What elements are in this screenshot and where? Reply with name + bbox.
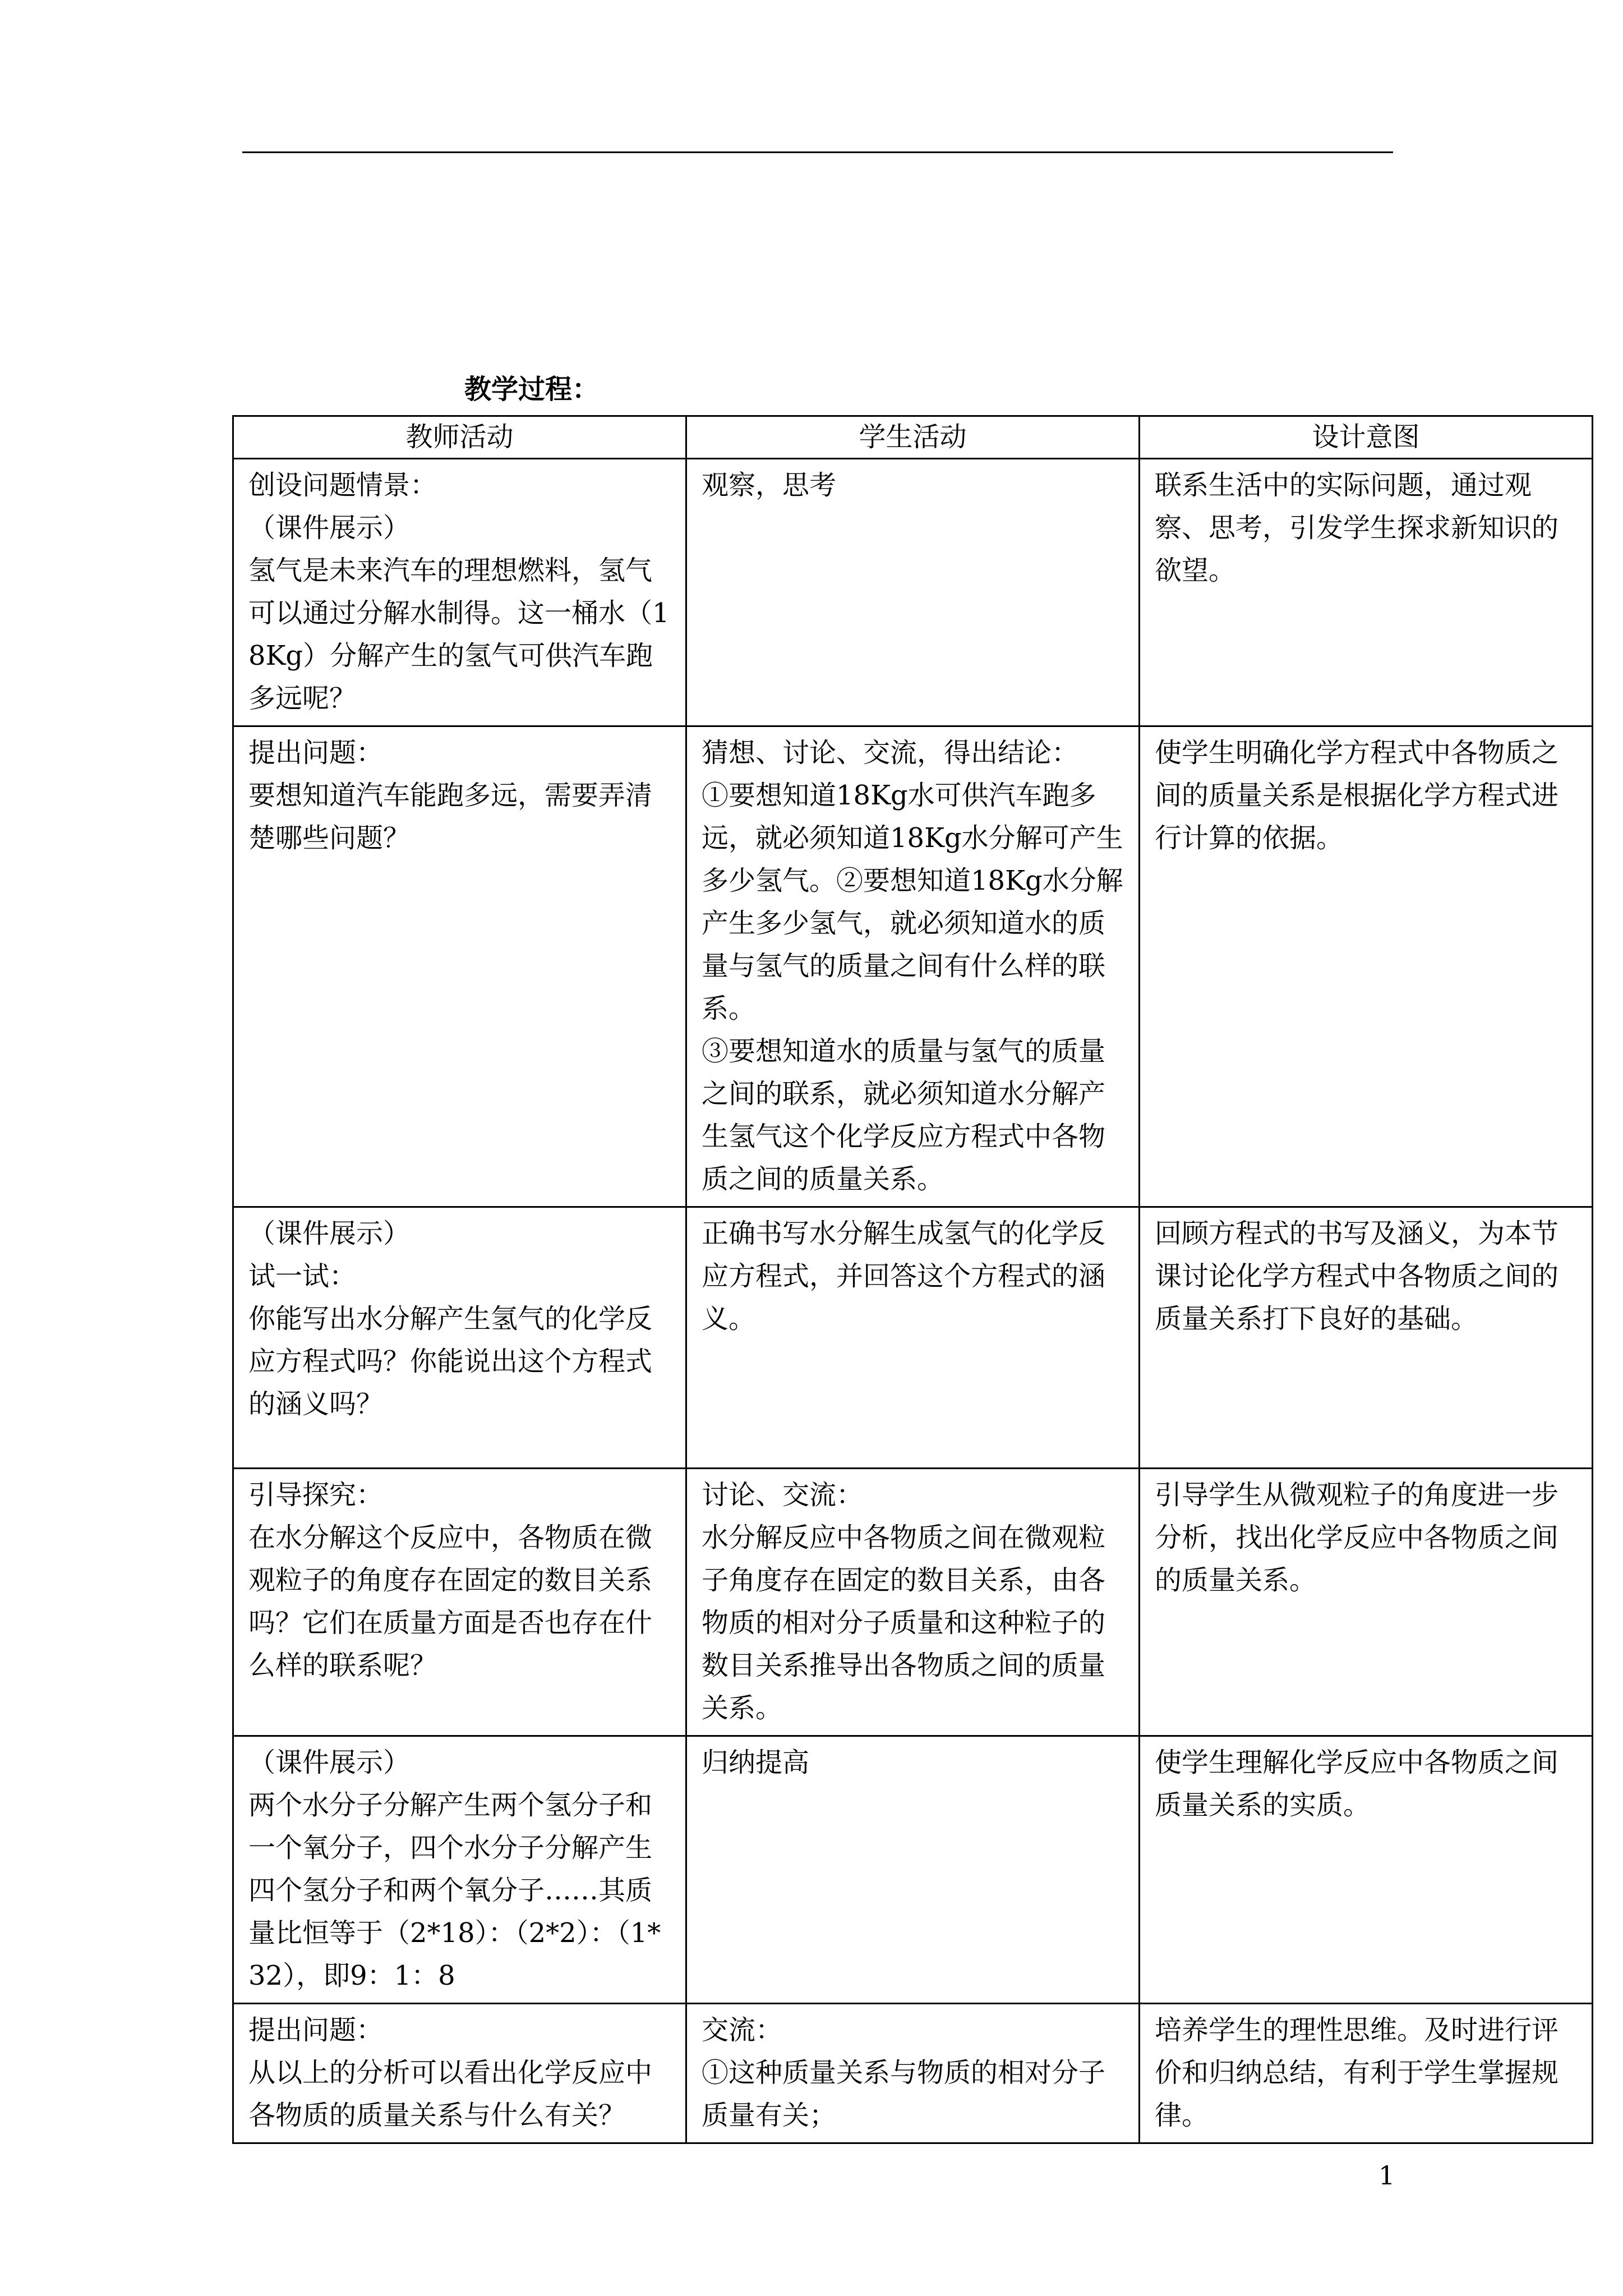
table-row xyxy=(233,726,1593,1207)
student-activity-cell: 交流： ①这种质量关系与物质的相对分子质量有关； xyxy=(686,2004,1140,2143)
teacher-activity-cell: 提出问题： 要想知道汽车能跑多远，需要弄清楚哪些问题？ xyxy=(233,726,686,1207)
page-number: 1 xyxy=(1378,2160,1395,2191)
header-rule xyxy=(242,151,1393,153)
header-teacher-activity: 教师活动 xyxy=(233,416,686,459)
design-intent-cell: 联系生活中的实际问题，通过观察、思考，引发学生探求新知识的欲望。 xyxy=(1140,459,1593,726)
student-activity-cell: 猜想、讨论、交流，得出结论： ①要想知道18Kg水可供汽车跑多远，就必须知道18Kg水分解可产生多少氢气。②要想知道18Kg水分解产生多少氢气，就必须知道水的质量与氢气的质量之间有什么样的联系。 ③要想知道水的质量与氢气的质量之间的联系，就必须知道水分解产生氢气这个化学反应方程式中各物质之间的质量关系。 xyxy=(686,726,1140,1207)
section-title: 教学过程： xyxy=(464,374,600,405)
design-intent-cell: 使学生明确化学方程式中各物质之间的质量关系是根据化学方程式进行计算的依据。 xyxy=(1140,726,1593,1207)
teacher-activity-cell: （课件展示） 两个水分子分解产生两个氢分子和一个氧分子，四个水分子分解产生四个氢分子和两个氧分子……其质量比恒等于（2*18）：（2*2）：（1*32），即9：1：8 xyxy=(233,1736,686,2004)
design-intent-cell: 引导学生从微观粒子的角度进一步分析，找出化学反应中各物质之间的质量关系。 xyxy=(1140,1469,1593,1736)
header-design-intent: 设计意图 xyxy=(1140,416,1593,459)
design-intent-cell: 回顾方程式的书写及涵义，为本节课讨论化学方程式中各物质之间的质量关系打下良好的基础。 xyxy=(1140,1207,1593,1469)
design-intent-cell: 培养学生的理性思维。及时进行评价和归纳总结，有利于学生掌握规律。 xyxy=(1140,2004,1593,2143)
student-activity-cell: 归纳提高 xyxy=(686,1736,1140,2004)
student-activity-cell: 观察，思考 xyxy=(686,459,1140,726)
table-row xyxy=(233,1469,1593,1736)
table-row xyxy=(233,1736,1593,2004)
table-row xyxy=(233,2004,1593,2143)
design-intent-cell: 使学生理解化学反应中各物质之间质量关系的实质。 xyxy=(1140,1736,1593,2004)
table-row xyxy=(233,459,1593,726)
header-student-activity: 学生活动 xyxy=(686,416,1140,459)
student-activity-cell: 讨论、交流： 水分解反应中各物质之间在微观粒子角度存在固定的数目关系，由各物质的相对分子质量和这种粒子的数目关系推导出各物质之间的质量关系。 xyxy=(686,1469,1140,1736)
table-row xyxy=(233,1207,1593,1469)
student-activity-cell: 正确书写水分解生成氢气的化学反应方程式，并回答这个方程式的涵义。 xyxy=(686,1207,1140,1469)
teacher-activity-cell: 创设问题情景： （课件展示） 氢气是未来汽车的理想燃料，氢气可以通过分解水制得。这一桶水（18Kg）分解产生的氢气可供汽车跑多远呢？ xyxy=(233,459,686,726)
teaching-process-table xyxy=(232,415,1593,2144)
teacher-activity-cell: 提出问题： 从以上的分析可以看出化学反应中各物质的质量关系与什么有关？ xyxy=(233,2004,686,2143)
table-header-row xyxy=(233,416,1593,459)
teacher-activity-cell: 引导探究： 在水分解这个反应中，各物质在微观粒子的角度存在固定的数目关系吗？它们在质量方面是否也存在什么样的联系呢？ xyxy=(233,1469,686,1736)
teacher-activity-cell: （课件展示） 试一试： 你能写出水分解产生氢气的化学反应方程式吗？你能说出这个方程式的涵义吗？ xyxy=(233,1207,686,1469)
